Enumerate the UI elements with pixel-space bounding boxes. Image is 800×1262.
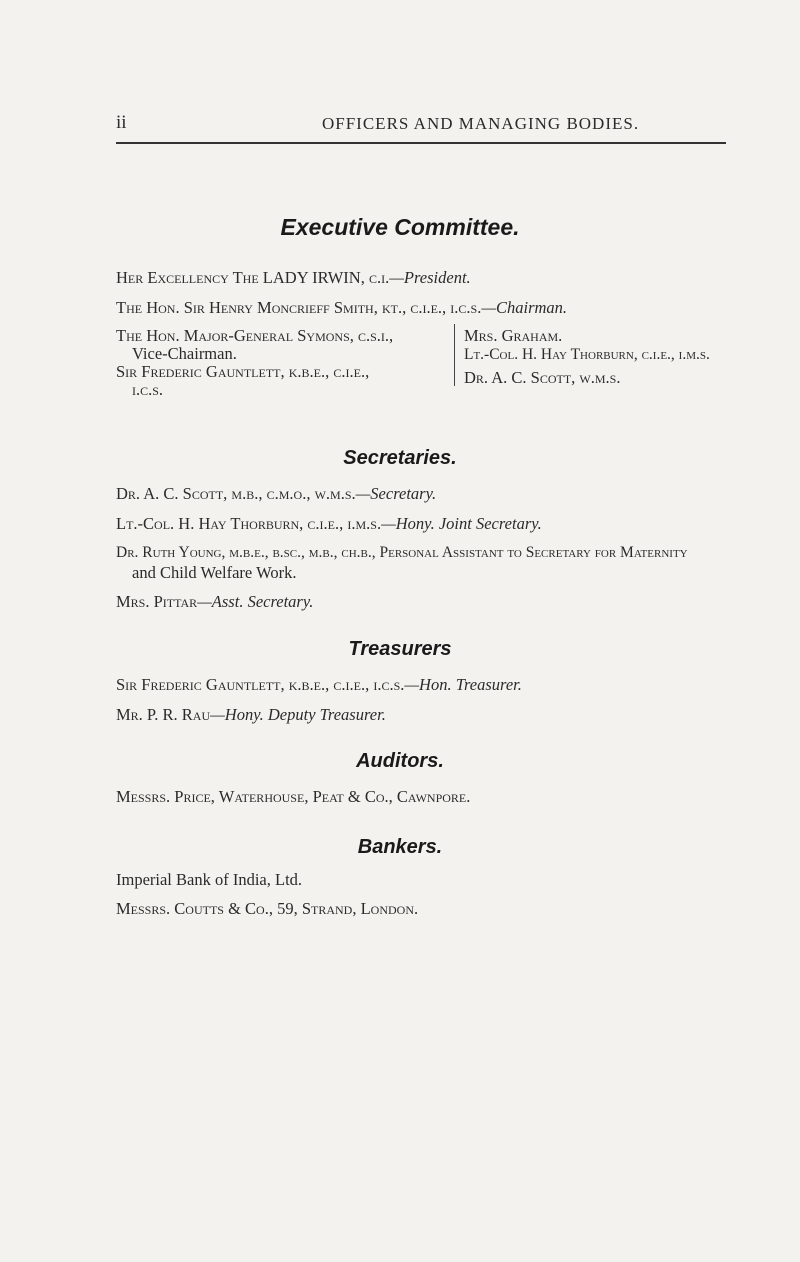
treasurer-name: Sir Frederic Gauntlett, k.b.e., c.i.e., i.c.s. <box>116 675 405 694</box>
member-line: Lt.-Col. H. Hay Thorburn, c.i.e., i.m.s. <box>464 346 710 363</box>
treasurers-heading: Treasurers <box>348 638 452 660</box>
executive-heading: Executive Committee. <box>280 214 520 240</box>
president-line <box>116 268 471 288</box>
member-line: The Hon. Major-General Symons, c.s.i., <box>116 326 394 345</box>
chairman-line <box>116 298 567 318</box>
secretary-role: —Secretary. <box>355 484 437 503</box>
secretary-line <box>116 514 542 534</box>
secretary-line <box>116 592 313 612</box>
secretary-name: Lt.-Col. H. Hay Thorburn, c.i.e., i.m.s. <box>116 514 382 533</box>
bankers-line: Imperial Bank of India, Ltd. <box>116 870 303 889</box>
member-line: Dr. A. C. Scott, w.m.s. <box>464 368 621 387</box>
bankers-line: Messrs. Coutts & Co., 59, Strand, London. <box>116 899 419 918</box>
secretary-line <box>132 563 296 583</box>
running-head: OFFICERS AND MANAGING BODIES. <box>322 114 640 133</box>
chairman-role: —Chairman. <box>481 298 568 317</box>
treasurer-role: —Hony. Deputy Treasurer. <box>210 705 386 724</box>
treasurer-role: —Hon. Treasurer. <box>404 675 522 694</box>
secretary-name: Dr. A. C. Scott, m.b., c.m.o., w.m.s. <box>116 484 356 503</box>
member-line: Sir Frederic Gauntlett, k.b.e., c.i.e., <box>116 362 370 381</box>
auditors-line: Messrs. Price, Waterhouse, Peat & Co., Cawnpore. <box>116 787 471 806</box>
treasurer-name: Mr. P. R. Rau <box>116 705 211 724</box>
president-name: Her Excellency The LADY IRWIN, c.i. <box>116 268 390 287</box>
secretary-name: Mrs. Pittar <box>116 592 198 611</box>
treasurer-line <box>116 705 386 725</box>
auditors-heading: Auditors. <box>356 750 444 772</box>
secretary-role: —Asst. Secretary. <box>197 592 314 611</box>
bankers-heading: Bankers. <box>357 836 443 858</box>
page-header <box>116 112 726 142</box>
chairman-name: The Hon. Sir Henry Moncrieff Smith, kt., c.i.e., i.c.s. <box>116 298 482 317</box>
secretary-line <box>116 484 436 504</box>
secretary-role: —Hony. Joint Secretary. <box>381 514 542 533</box>
treasurer-line <box>116 675 522 695</box>
column-divider <box>454 324 455 386</box>
member-line: Mrs. Graham. <box>464 326 563 345</box>
secretaries-heading: Secretaries. <box>343 447 457 469</box>
secretary-name: and Child Welfare Work. <box>132 563 297 582</box>
member-line: Vice-Chairman. <box>132 344 237 363</box>
page-number: ii <box>116 112 127 133</box>
header-rule <box>116 142 726 144</box>
secretary-name: Dr. Ruth Young, m.b.e., b.sc., m.b., ch.b., Personal Assistant to Secretary for Maternity <box>116 544 688 561</box>
member-line: i.c.s. <box>132 380 164 399</box>
secretary-line <box>116 544 688 562</box>
president-role: —President. <box>389 268 471 287</box>
